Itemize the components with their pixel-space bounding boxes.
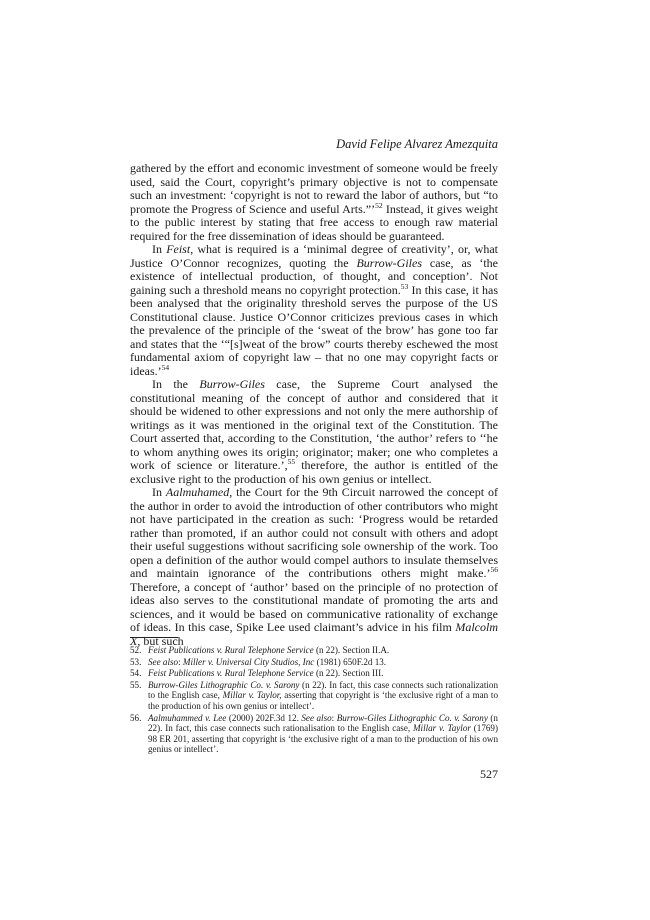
paragraph-text: Instead, it gives weight to the public interest by stating that free access to enough raw material required for the free dissemination of ideas should be guaranteed. (130, 201, 498, 243)
footnote-number: 54. (130, 668, 142, 679)
footnote-fragment: (n 22). Section III. (313, 668, 384, 679)
case-name: Miller v. Universal City Studios, Inc (182, 656, 315, 667)
footnote-56 (130, 713, 498, 755)
footnote-55 (130, 680, 498, 712)
paragraph-text: In this case, it has been analysed that the originality threshold serves the purpose of the US Constitutional clause. Justice O’Connor criticizes previous cases in which the prevalence of the principle of the ‘sweat of the brow’ has gone too far and states that the ‘“[s]weat of the brow” courts thereby eschewed the most fundamental axiom of copyright law – that no one may copyright facts or ideas.’ (130, 282, 498, 378)
footnote-number: 52. (130, 645, 142, 655)
paragraph-text: the Court for the 9th Circuit narrowed the concept of the author in order to avoid the introduction of other contributors who might not have participated in the creation as such: ‘Progress would be retarded rather than promoted, if an author could not consult with others and adopt their useful suggestions without sacrificing sole ownership of the work. Too open a definition of the author would compel authors to insulate themselves and maintain ignorance of the contributions others might make.’ (130, 485, 498, 580)
page-number: 527 (480, 767, 498, 781)
running-head-author: David Felipe Alvarez Amezquita (336, 137, 498, 151)
footnote-text (148, 645, 498, 656)
footnote-number: 53. (130, 656, 142, 667)
case-name: Feist Publications v. Rural Telephone Service (148, 645, 314, 655)
footnote-ref-53[interactable]: 53 (400, 281, 409, 291)
case-name: Millar v. Taylor, (222, 690, 282, 701)
footnote-ref-56[interactable]: 56 (490, 565, 498, 574)
case-name: Feist (166, 242, 191, 256)
footnote-number: 56. (130, 712, 142, 723)
footnote-text (148, 657, 498, 668)
footnote-fragment: : (331, 712, 337, 723)
case-name: Feist Publications v. Rural Telephone Service (148, 668, 314, 679)
case-name: Aalmuhamed, (165, 485, 233, 499)
footnote-text (148, 713, 498, 755)
case-name: Burrow-Giles Lithographic Co. v. Sarony (336, 712, 488, 723)
footnote-fragment: : (178, 656, 183, 667)
footnote-number: 55. (130, 679, 142, 690)
signal-word: See also (148, 656, 179, 667)
footnotes (130, 645, 498, 756)
signal-word: See also (301, 712, 332, 723)
footnote-fragment: (1981) 650F.2d 13. (314, 656, 387, 667)
footnote-fragment: (2000) 202F.3d 12. (226, 712, 302, 723)
paragraph-text: In (152, 485, 166, 499)
main-text (130, 162, 498, 648)
paragraph-text: case, the Supreme Court analysed the constitutional meaning of the concept of author and considered that it should be widened to other expressions and not only the mere authorship of writings as it was mentioned in the original text of the Constitution. The Court asserted that, according to the Constitution, ‘the author’ refers to ‘‘he to whom anything owes its origin; originator; maker; one who completes a work of science or literature.’, (130, 377, 498, 472)
paragraph-text: , what is required is a ‘minimal degree of creativity’, or, what Justice O’Connor recognizes, quoting the (130, 242, 498, 270)
footnote-53 (130, 657, 498, 668)
footnote-ref-54[interactable]: 54 (161, 362, 170, 372)
footnote-52 (130, 645, 498, 656)
paragraph-text: In (152, 242, 167, 256)
footnote-fragment: (n 22). In fact, this case connects such rationalization to the English case, (148, 679, 498, 701)
footnote-text (148, 668, 498, 679)
case-name: Aalmuhammed v. Lee (148, 712, 227, 723)
paragraph-text: therefore, the author is entitled of the exclusive right to the production of his own genius or intellect. (130, 458, 499, 486)
case-name: Burrow-Giles Lithographic Co. v. Sarony (148, 679, 300, 690)
footnote-54 (130, 668, 498, 679)
case-name: Burrow-Giles (356, 255, 422, 270)
paragraph-4 (130, 486, 498, 648)
footnote-ref-52[interactable]: 52 (375, 200, 383, 210)
footnote-fragment: (n 22). Section II.A. (313, 645, 390, 655)
paragraph-1 (130, 162, 498, 243)
paragraph-3 (130, 378, 498, 486)
case-name: Burrow-Giles (199, 377, 265, 391)
footnote-fragment: asserting that copyright is ‘the exclusive right of a man to the production of his own genius or intellect’. (148, 690, 498, 711)
paragraph-text: Therefore, a concept of ‘author’ based on the principle of no protection of ideas also serves to the constitutional mandate of promoting the arts and sciences, and it would be based on communicative rationality of exchange of ideas. In this case, Spike Lee used claimant’s advice in his film (130, 579, 498, 634)
footnote-text (148, 680, 498, 712)
paragraph-text: gathered by the effort and economic investment of someone would be freely used, said the Court, copyright’s primary objective is not to compensate such an investment: ‘copyright is not to reward the labor of authors, but “to promote the Progress of Science and useful Arts.”’ (130, 161, 498, 216)
footnote-fragment: (n 22). In fact, this case connects such rationalisation to the English case, (148, 712, 498, 734)
paragraph-text: In the (152, 377, 200, 391)
paragraph-text: , but such (137, 633, 184, 648)
paragraph-text: case, as ‘the existence of intellectual production, of thought, and conception’. Not gaining such a threshold means no copyright protection. (130, 255, 498, 297)
case-name: Millar v. Taylor (412, 723, 471, 734)
paragraph-2 (130, 243, 498, 378)
footnote-ref-55[interactable]: 55 (287, 457, 296, 466)
film-title: Malcolm X (130, 620, 498, 648)
footnote-separator (130, 637, 178, 638)
footnote-fragment: (1769) 98 ER 201, asserting that copyright is ‘the exclusive right of a man to the production of his own genius or intellect’. (148, 723, 498, 755)
